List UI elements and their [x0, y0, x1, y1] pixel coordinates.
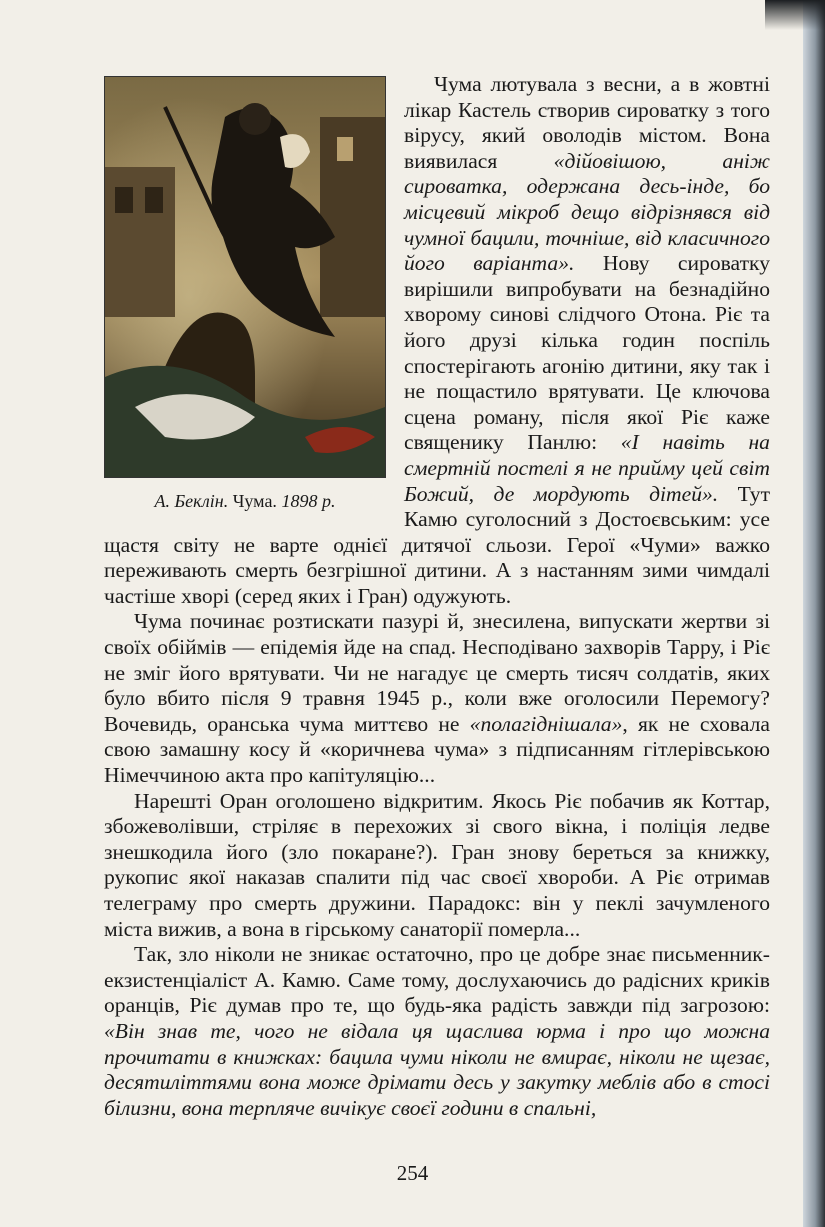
paragraph-4 [104, 942, 770, 1121]
page-number: 254 [396, 1161, 429, 1185]
caption-title: Чума. [232, 491, 277, 511]
figure [104, 76, 386, 512]
paragraph-1-text-1: Чума лютувала з весни, а в жовтні лікар Кастель створив сироватку з того вірусу, який оволодів містом. Вона виявилася [404, 72, 770, 173]
paragraph-1-text-2: Нову сироватку вирішили випробувати на безнадійно хворому синові слідчого Отона. Ріє та його друзі кілька годин поспіль спостерігають агонію дитини, яку так і не пощастило врятувати. Це ключова сцена роману, після якої Ріє каже священику Панлю: [404, 251, 770, 455]
page-corner-shadow [765, 0, 825, 30]
paragraph-2 [104, 609, 770, 788]
paragraph-3 [104, 789, 770, 943]
caption-year: 1898 р. [281, 491, 336, 511]
paragraph-2-quote-1: «полагіднішала» [469, 711, 623, 736]
paragraph-4-quote-1: «Він знав те, чого не відала ця щаслива юрма і про що можна прочитати в книжках: бацила чуми ніколи не вмирає, ніколи не щезає, десятиліттями вона може дрімати десь у закутку меблів або в стосі білизни, вона терпляче вичікує своєї години в спальні, [104, 1018, 770, 1120]
page-edge-shadow [803, 0, 825, 1227]
paragraph-1-quote-2: «І навіть на смертній постелі я не прийму цей світ Божий, де мордують дітей». [404, 430, 770, 506]
paragraph-4-text-1: Так, зло ніколи не зникає остаточно, про це добре знає письменник-екзистенціаліст А. Камю. Саме тому, дослухаючись до радісних криків оранців, Ріє думав про те, що будь-яка радість завжди під загрозою: [104, 942, 770, 1018]
painting-plague-image [104, 76, 386, 478]
paragraph-2-text-2: , як не сховала свою замашну косу й «коричнева чума» з підписанням гітлерівською Німеччиною акта про капітуляцію... [104, 711, 770, 788]
paragraph-1-quote-1: «дійовішою, аніж сироватка, одержана десь-інде, бо місцевий мікроб дещо відрізнявся від чумної бацили, точніше, від класичного його варіанта». [404, 148, 770, 276]
caption-author: А. Беклін. [154, 491, 229, 511]
paragraph-3-text-1: Нарешті Оран оголошено відкритим. Якось Ріє побачив як Коттар, збожеволівши, стріляє в перехожих зі свого вікна, і поліція ледве знешкодила його (зло покаране?). Гран знову береться за книжку, рукопис якої наказав спалити під час своєї хвороби. А Ріє отримав телеграму про смерть дружини. Парадокс: він у пеклі зачумленого міста вижив, а вона в гірському санаторії померла... [104, 788, 770, 941]
paragraph-2-text-1: Чума починає розтискати пазурі й, знесилена, випускати жертви зі своїх обіймів — епідемія йде на спад. Несподівано захворів Тарру, і Ріє не зміг його врятувати. Чи не нагадує це смерть тисяч солдатів, яких було вбито після 9 травня 1945 р., коли вже оголосили Перемогу? Вочевидь, оранська чума миттєво не [104, 609, 770, 736]
figure-caption [104, 490, 386, 512]
paragraph-1-text-3: Тут Камю суголосний з Достоєвським: усе щастя світу не варте однієї дитячої сльози. Герої «Чуми» важко переживають смерть безгрішної дитини. А з настанням зими чимдалі частіше хворі (серед яких і Гран) одужують. [104, 481, 771, 608]
page-body [104, 72, 770, 1121]
